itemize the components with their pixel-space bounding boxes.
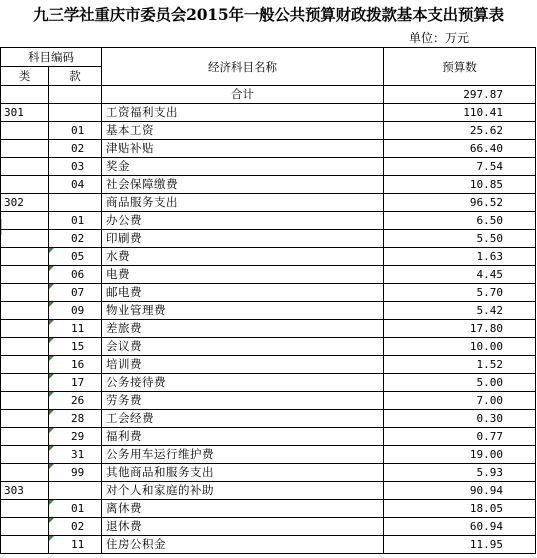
table-row — [1, 410, 536, 428]
kuan-cell[interactable]: 28 — [49, 410, 102, 428]
total-amount[interactable]: 297.87 — [384, 86, 536, 104]
amount-cell[interactable]: 5.93 — [384, 464, 536, 482]
kuan-cell[interactable] — [49, 194, 102, 212]
subject-name-cell[interactable]: 工会经费 — [102, 410, 384, 428]
table-row — [1, 482, 536, 500]
amount-cell[interactable]: 96.52 — [384, 194, 536, 212]
kuan-cell[interactable]: 17 — [49, 374, 102, 392]
subject-name-cell[interactable]: 物业管理费 — [102, 302, 384, 320]
comment-indicator-icon — [49, 446, 54, 451]
comment-indicator-icon — [49, 248, 54, 253]
comment-indicator-icon — [49, 410, 54, 415]
kuan-cell[interactable]: 15 — [49, 338, 102, 356]
amount-cell[interactable]: 7.54 — [384, 158, 536, 176]
comment-indicator-icon — [49, 302, 54, 307]
table-row — [1, 122, 536, 140]
subject-name-cell[interactable]: 离休费 — [102, 500, 384, 518]
total-kuan-cell[interactable] — [49, 86, 102, 104]
budget-table — [0, 47, 536, 554]
kuan-cell[interactable]: 06 — [49, 266, 102, 284]
subject-name-cell[interactable]: 水费 — [102, 248, 384, 266]
kuan-cell[interactable] — [49, 482, 102, 500]
lei-cell[interactable] — [1, 356, 49, 374]
subject-name-cell[interactable]: 商品服务支出 — [102, 194, 384, 212]
subject-name-cell[interactable]: 奖金 — [102, 158, 384, 176]
kuan-cell[interactable]: 07 — [49, 284, 102, 302]
amount-cell[interactable]: 5.70 — [384, 284, 536, 302]
kuan-cell[interactable]: 11 — [49, 320, 102, 338]
table-row — [1, 158, 536, 176]
amount-cell[interactable]: 90.94 — [384, 482, 536, 500]
table-row — [1, 284, 536, 302]
lei-cell[interactable] — [1, 338, 49, 356]
subject-name-cell[interactable]: 对个人和家庭的补助 — [102, 482, 384, 500]
lei-cell[interactable] — [1, 176, 49, 194]
lei-cell[interactable]: 302 — [1, 194, 49, 212]
subject-name-cell[interactable]: 电费 — [102, 266, 384, 284]
lei-cell[interactable] — [1, 158, 49, 176]
amount-cell[interactable]: 60.94 — [384, 518, 536, 536]
comment-indicator-icon — [49, 284, 54, 289]
lei-cell[interactable] — [1, 212, 49, 230]
lei-cell[interactable] — [1, 410, 49, 428]
subject-name-cell[interactable]: 工资福利支出 — [102, 104, 384, 122]
amount-cell[interactable]: 25.62 — [384, 122, 536, 140]
subject-name-cell[interactable]: 住房公积金 — [102, 536, 384, 554]
header-economic-subject: 经济科目名称 — [102, 48, 384, 86]
amount-cell[interactable]: 17.80 — [384, 320, 536, 338]
table-row — [1, 176, 536, 194]
kuan-cell[interactable]: 31 — [49, 446, 102, 464]
subject-name-cell[interactable]: 办公费 — [102, 212, 384, 230]
lei-cell[interactable] — [1, 230, 49, 248]
kuan-cell[interactable]: 04 — [49, 176, 102, 194]
subject-name-cell[interactable]: 邮电费 — [102, 284, 384, 302]
table-row — [1, 194, 536, 212]
lei-cell[interactable]: 303 — [1, 482, 49, 500]
kuan-cell[interactable]: 03 — [49, 158, 102, 176]
amount-cell[interactable]: 4.45 — [384, 266, 536, 284]
header-budget-amount: 预算数 — [384, 48, 536, 86]
comment-indicator-icon — [49, 338, 54, 343]
amount-cell[interactable]: 5.50 — [384, 230, 536, 248]
table-row — [1, 536, 536, 554]
total-row — [1, 86, 536, 104]
kuan-cell[interactable]: 01 — [49, 122, 102, 140]
comment-indicator-icon — [49, 356, 54, 361]
kuan-cell[interactable]: 02 — [49, 140, 102, 158]
lei-cell[interactable]: 301 — [1, 104, 49, 122]
kuan-cell[interactable]: 05 — [49, 248, 102, 266]
amount-cell[interactable]: 10.85 — [384, 176, 536, 194]
header-lei: 类 — [1, 67, 49, 86]
lei-cell[interactable] — [1, 518, 49, 536]
table-row — [1, 464, 536, 482]
subject-name-cell[interactable]: 公务接待费 — [102, 374, 384, 392]
lei-cell[interactable] — [1, 392, 49, 410]
kuan-cell[interactable]: 09 — [49, 302, 102, 320]
subject-name-cell[interactable]: 培训费 — [102, 356, 384, 374]
header-kuan: 款 — [49, 67, 102, 86]
kuan-cell[interactable]: 99 — [49, 464, 102, 482]
lei-cell[interactable] — [1, 284, 49, 302]
comment-indicator-icon — [49, 320, 54, 325]
amount-cell[interactable]: 19.00 — [384, 446, 536, 464]
amount-cell[interactable]: 0.77 — [384, 428, 536, 446]
amount-cell[interactable]: 6.50 — [384, 212, 536, 230]
kuan-cell[interactable]: 11 — [49, 536, 102, 554]
subject-name-cell[interactable]: 公务用车运行维护费 — [102, 446, 384, 464]
kuan-cell[interactable]: 26 — [49, 392, 102, 410]
subject-name-cell[interactable]: 津贴补贴 — [102, 140, 384, 158]
table-row — [1, 356, 536, 374]
amount-cell[interactable]: 110.41 — [384, 104, 536, 122]
subject-name-cell[interactable]: 差旅费 — [102, 320, 384, 338]
unit-label: 单位：万元 — [409, 31, 470, 45]
subject-name-cell[interactable]: 会议费 — [102, 338, 384, 356]
total-lei-cell[interactable] — [1, 86, 49, 104]
subject-name-cell[interactable]: 社会保障缴费 — [102, 176, 384, 194]
table-row — [1, 212, 536, 230]
table-row — [1, 392, 536, 410]
table-row — [1, 518, 536, 536]
total-label[interactable]: 合计 — [102, 86, 384, 104]
header-row-1 — [1, 48, 536, 67]
lei-cell[interactable] — [1, 446, 49, 464]
amount-cell[interactable]: 1.52 — [384, 356, 536, 374]
subject-name-cell[interactable]: 劳务费 — [102, 392, 384, 410]
comment-indicator-icon — [49, 518, 54, 523]
lei-cell[interactable] — [1, 266, 49, 284]
lei-cell[interactable] — [1, 374, 49, 392]
lei-cell[interactable] — [1, 248, 49, 266]
amount-cell[interactable]: 5.42 — [384, 302, 536, 320]
table-row — [1, 140, 536, 158]
amount-cell[interactable]: 5.00 — [384, 374, 536, 392]
table-row — [1, 104, 536, 122]
subject-name-cell[interactable]: 福利费 — [102, 428, 384, 446]
table-row — [1, 428, 536, 446]
table-row — [1, 302, 536, 320]
kuan-cell[interactable] — [49, 104, 102, 122]
kuan-cell[interactable]: 16 — [49, 356, 102, 374]
amount-cell[interactable]: 18.05 — [384, 500, 536, 518]
subject-name-cell[interactable]: 退休费 — [102, 518, 384, 536]
lei-cell[interactable] — [1, 536, 49, 554]
table-row — [1, 500, 536, 518]
table-row — [1, 374, 536, 392]
subject-name-cell[interactable]: 其他商品和服务支出 — [102, 464, 384, 482]
table-row — [1, 338, 536, 356]
amount-cell[interactable]: 11.95 — [384, 536, 536, 554]
kuan-cell[interactable]: 02 — [49, 230, 102, 248]
lei-cell[interactable] — [1, 500, 49, 518]
amount-cell[interactable]: 66.40 — [384, 140, 536, 158]
amount-cell[interactable]: 1.63 — [384, 248, 536, 266]
table-title: 九三学社重庆市委员会2015年一般公共预算财政拨款基本支出预算表 — [33, 5, 504, 24]
comment-indicator-icon — [49, 500, 54, 505]
comment-indicator-icon — [49, 536, 54, 541]
kuan-cell[interactable]: 02 — [49, 518, 102, 536]
kuan-cell[interactable]: 29 — [49, 428, 102, 446]
comment-indicator-icon — [49, 266, 54, 271]
amount-cell[interactable]: 10.00 — [384, 338, 536, 356]
kuan-cell[interactable]: 01 — [49, 500, 102, 518]
comment-indicator-icon — [49, 464, 54, 469]
lei-cell[interactable] — [1, 428, 49, 446]
table-row — [1, 320, 536, 338]
subject-name-cell[interactable]: 印刷费 — [102, 230, 384, 248]
subject-name-cell[interactable]: 基本工资 — [102, 122, 384, 140]
lei-cell[interactable] — [1, 464, 49, 482]
kuan-cell[interactable]: 01 — [49, 212, 102, 230]
comment-indicator-icon — [49, 392, 54, 397]
lei-cell[interactable] — [1, 122, 49, 140]
header-subject-code: 科目编码 — [1, 48, 102, 67]
table-row — [1, 446, 536, 464]
comment-indicator-icon — [49, 428, 54, 433]
table-row — [1, 266, 536, 284]
lei-cell[interactable] — [1, 320, 49, 338]
comment-indicator-icon — [49, 374, 54, 379]
table-row — [1, 230, 536, 248]
table-row — [1, 248, 536, 266]
amount-cell[interactable]: 0.30 — [384, 410, 536, 428]
lei-cell[interactable] — [1, 302, 49, 320]
amount-cell[interactable]: 7.00 — [384, 392, 536, 410]
lei-cell[interactable] — [1, 140, 49, 158]
